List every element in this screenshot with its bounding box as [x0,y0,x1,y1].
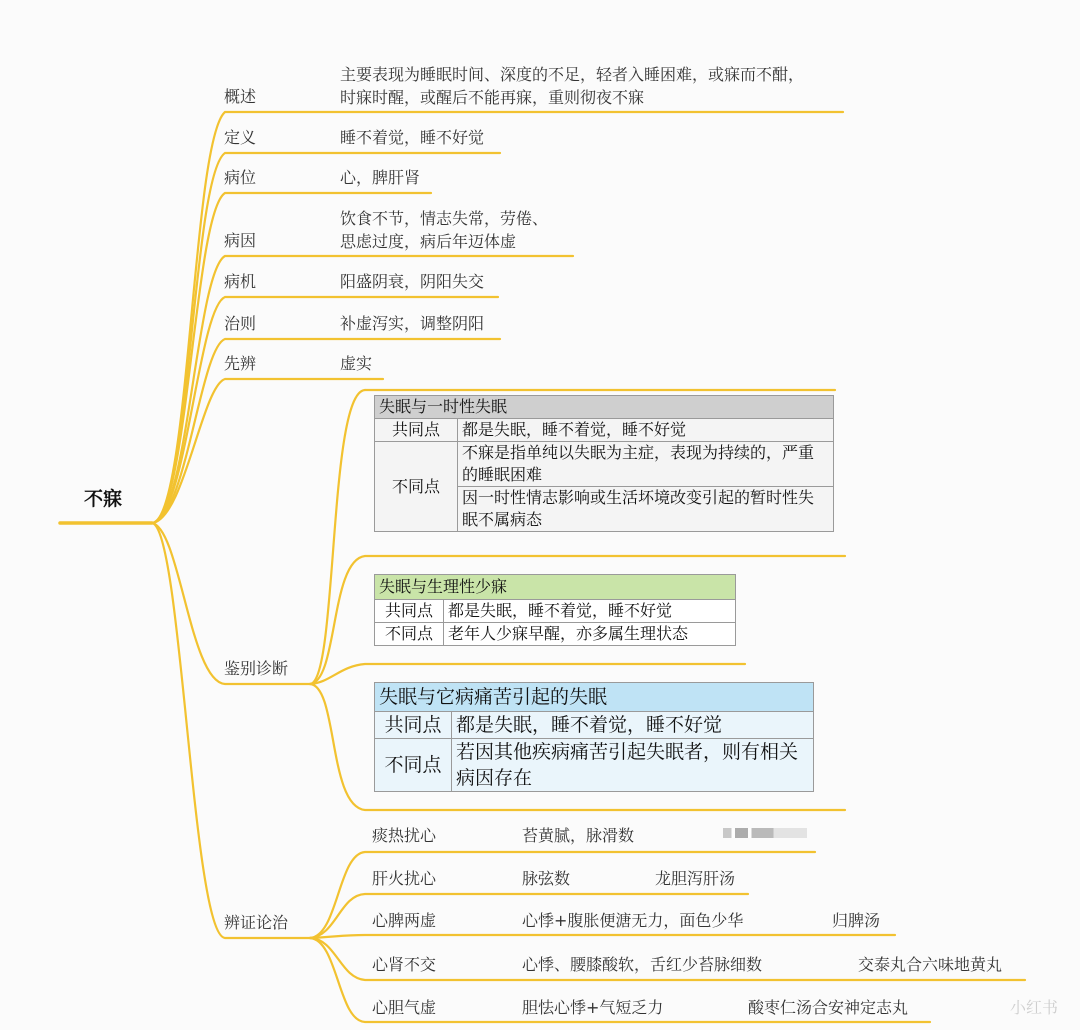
branch-location: 病位 [224,168,257,187]
syndrome-sign-2: 脉弦数 [522,869,571,888]
leaf-definition: 睡不着觉，睡不好觉 [340,128,485,147]
branch-definition: 定义 [224,128,257,147]
syndrome-name-4: 心肾不交 [372,955,437,974]
same-text: 都是失眠，睡不着觉，睡不好觉 [444,600,736,623]
same-text: 都是失眠，睡不着觉，睡不好觉 [458,419,834,442]
edge-bianzheng [152,523,310,938]
edge-table1 [310,390,365,684]
syndrome-sign-3: 心悸+腹胀便溏无力，面色少华 [522,911,744,930]
leaf-overview-line1: 主要表现为睡眠时间、深度的不足，轻者入睡困难，或寐而不酣， [340,65,805,84]
leaf-first-differentiate: 虚实 [340,354,373,373]
branch-syndrome-treatment: 辨证论治 [224,913,289,932]
redacted-formula-bar [723,828,807,838]
syndrome-name-3: 心脾两虚 [372,911,437,930]
same-text: 都是失眠，睡不着觉，睡不好觉 [452,712,814,739]
comparison-table-other-disease-insomnia [374,682,814,792]
syndrome-formula-5: 酸枣仁汤合安神定志丸 [748,998,909,1017]
root-node: 不寐 [84,488,123,510]
leaf-treatment-principle: 补虚泻实，调整阴阳 [340,314,485,333]
branch-differential-diagnosis: 鉴别诊断 [224,659,289,678]
diff-label: 不同点 [375,739,452,792]
syndrome-formula-2: 龙胆泻肝汤 [655,869,736,888]
branch-first-differentiate: 先辨 [224,354,257,373]
diff-text-1: 不寐是指单纯以失眠为主症，表现为持续的，严重的睡眠困难 [458,442,834,487]
branch-pathogenesis: 病机 [224,272,257,291]
diff-text-1: 老年人少寐早醒，亦多属生理状态 [444,623,736,646]
branch-overview: 概述 [224,87,257,106]
leaf-overview-line2: 时寐时醒，或醒后不能再寐，重则彻夜不寐 [340,88,645,107]
comparison-table-physiological-less-sleep [374,574,736,646]
comparison-table-transient-insomnia [374,395,834,532]
table-title: 失眠与它病痛苦引起的失眠 [375,683,814,712]
diff-text-1: 若因其他疾病痛苦引起失眠者，则有相关病因存在 [452,739,814,792]
same-label: 共同点 [375,600,444,623]
diff-label: 不同点 [375,623,444,646]
syndrome-sign-1: 苔黄腻，脉滑数 [522,826,635,845]
syndrome-formula-4: 交泰丸合六味地黄丸 [858,955,1003,974]
leaf-cause-line2: 思虑过度，病后年迈体虚 [340,232,517,251]
syndrome-name-5: 心胆气虚 [372,998,437,1017]
table-title: 失眠与生理性少寐 [375,575,736,600]
edge-table3-top [310,664,745,684]
edge-syn3 [310,935,895,938]
branch-cause: 病因 [224,231,257,250]
syndrome-name-2: 肝火扰心 [372,869,437,888]
leaf-cause-line1: 饮食不节，情志失常，劳倦、 [340,209,549,228]
syndrome-sign-4: 心悸、腰膝酸软，舌红少苔脉细数 [522,955,763,974]
syndrome-formula-3: 归脾汤 [832,911,881,930]
diff-text-2: 因一时性情志影响或生活坏境改变引起的暂时性失眠不属病态 [458,487,834,532]
leaf-pathogenesis: 阳盛阴衰，阴阳失交 [340,272,485,291]
same-label: 共同点 [375,712,452,739]
table-title: 失眠与一时性失眠 [375,396,834,419]
diff-label: 不同点 [375,442,458,532]
branch-treatment-principle: 治则 [224,314,257,333]
leaf-location: 心，脾肝肾 [340,168,421,187]
syndrome-sign-5: 胆怯心悸+气短乏力 [522,998,664,1017]
same-label: 共同点 [375,419,458,442]
watermark-logo: 小红书 [1009,998,1058,1017]
syndrome-name-1: 痰热扰心 [372,826,437,845]
